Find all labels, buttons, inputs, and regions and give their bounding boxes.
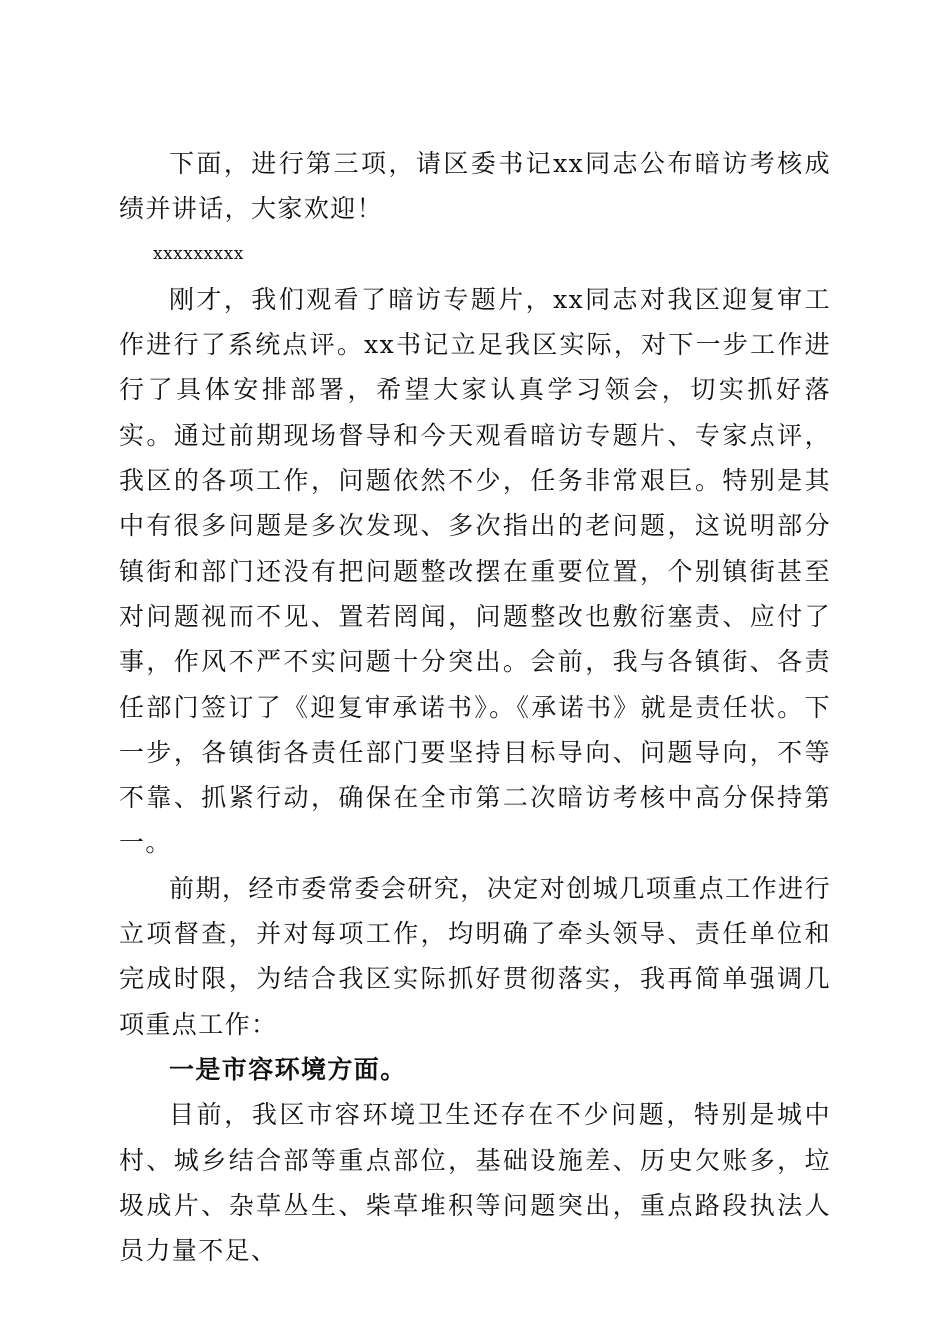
paragraph-review-summary: 刚才，我们观看了暗访专题片，xx同志对我区迎复审工作进行了系统点评。xx书记立足我区实际，对下一步工作进行了具体安排部署，希望大家认真学习领会，切实抓好落实。通过前期现场督导和今天观看暗访专题片、专家点评，我区的各项工作，问题依然不少，任务非常艰巨。特别是其中有很多问题是多次发现、多次指出的老问题，这说明部分镇街和部门还没有把问题整改摆在重要位置，个别镇街甚至对问题视而不见、置若罔闻，问题整改也敷衍塞责、应付了事，作风不严不实问题十分突出。会前，我与各镇街、各责任部门签订了《迎复审承诺书》。《承诺书》就是责任状。下一步，各镇街各责任部门要坚持目标导向、问题导向，不等不靠、抓紧行动，确保在全市第二次暗访考核中高分保持第一。 <box>119 284 831 858</box>
paragraph-key-work-intro: 前期，经市委常委会研究，决定对创城几项重点工作进行立项督查，并对每项工作，均明确了牵头领导、责任单位和完成时限，为结合我区实际抓好贯彻落实，我再简单强调几项重点工作： <box>119 873 831 1039</box>
paragraph-speaker-placeholder: xxxxxxxxx <box>153 243 244 264</box>
paragraph-city-environment: 目前，我区市容环境卫生还存在不少问题，特别是城中村、城乡结合部等重点部位，基础设施差、历史欠账多，垃圾成片、杂草丛生、柴草堆积等问题突出，重点路段执法人员力量不足、 <box>119 1100 831 1266</box>
paragraph-announcement: 下面，进行第三项，请区委书记xx同志公布暗访考核成绩并讲话，大家欢迎！ <box>119 149 831 224</box>
document-page <box>119 141 831 1273</box>
section-heading-city-environment: 一是市容环境方面。 <box>169 1054 407 1084</box>
